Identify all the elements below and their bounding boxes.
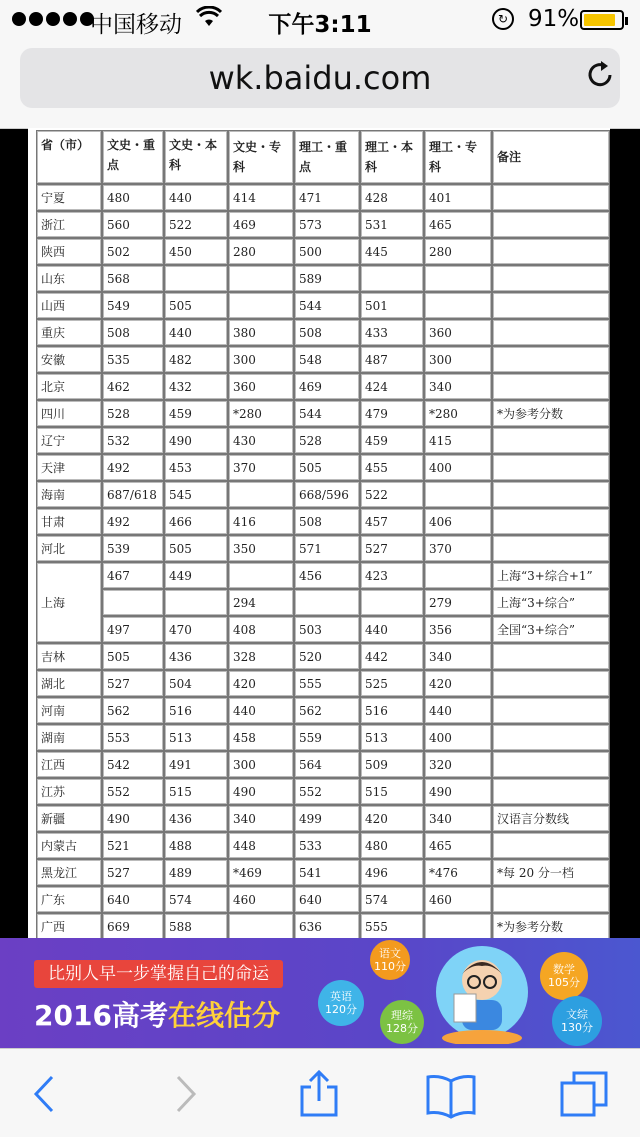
score-cell [424,292,492,319]
score-cell: 400 [424,454,492,481]
table-row [36,670,610,697]
score-cell [164,265,228,292]
note-cell [492,292,610,319]
score-cell: 433 [360,319,424,346]
score-cell: 533 [294,832,360,859]
score-cell: 300 [228,346,294,373]
province-cell: 江苏 [36,778,102,805]
score-cell: 503 [294,616,360,643]
note-cell: *为参考分数 [492,913,610,938]
battery-percent: 91% [528,6,580,32]
note-cell [492,265,610,292]
score-cell: 668/596 [294,481,360,508]
score-cell: 500 [294,238,360,265]
back-chevron-icon[interactable] [20,1069,70,1119]
score-cell: 528 [294,427,360,454]
score-cell: 513 [164,724,228,751]
score-cell: 420 [228,670,294,697]
score-cell: 455 [360,454,424,481]
score-cell: 687/618 [102,481,164,508]
score-cell: 522 [164,211,228,238]
score-cell: 527 [102,859,164,886]
table-row [36,724,610,751]
score-cell: 356 [424,616,492,643]
table-row [36,184,610,211]
score-cell: 508 [102,319,164,346]
score-cell: 469 [228,211,294,238]
province-cell: 山东 [36,265,102,292]
score-cell: 505 [164,292,228,319]
score-cell: 527 [360,535,424,562]
score-table [36,130,610,938]
table-row [36,535,610,562]
score-cell: 456 [294,562,360,589]
banner-headline-b: 在线估分 [167,999,280,1032]
bubble-subject: 英语 [330,990,352,1003]
score-cell: 555 [294,670,360,697]
score-cell: 573 [294,211,360,238]
table-row [36,373,610,400]
score-cell: 440 [228,697,294,724]
table-row [36,697,610,724]
province-cell: 浙江 [36,211,102,238]
table-row [36,805,610,832]
score-cell: 432 [164,373,228,400]
forward-chevron-icon[interactable] [160,1069,210,1119]
header-arts-vocational: 文史・专科 [228,130,294,184]
score-cell: 509 [360,751,424,778]
score-cell: 508 [294,508,360,535]
score-cell [228,265,294,292]
bubble-subject: 语文 [379,947,401,960]
score-cell: 516 [164,697,228,724]
table-row [36,319,610,346]
score-cell: 515 [360,778,424,805]
province-cell: 江西 [36,751,102,778]
score-cell: 436 [164,805,228,832]
score-cell [424,481,492,508]
note-cell: 上海“3+综合” [492,589,610,616]
table-row [36,508,610,535]
table-row [36,481,610,508]
status-bar [0,0,640,40]
score-cell [424,562,492,589]
note-cell [492,373,610,400]
table-row [36,562,610,589]
score-cell: 423 [360,562,424,589]
score-cell: 458 [228,724,294,751]
score-cell: 462 [102,373,164,400]
score-cell: 555 [360,913,424,938]
score-cell: 340 [228,805,294,832]
score-cell: 414 [228,184,294,211]
table-row [36,427,610,454]
score-cell: *280 [424,400,492,427]
score-cell: 549 [102,292,164,319]
province-cell: 重庆 [36,319,102,346]
score-cell: 499 [294,805,360,832]
province-cell: 新疆 [36,805,102,832]
score-cell: 505 [164,535,228,562]
score-cell: 380 [228,319,294,346]
province-cell: 湖南 [36,724,102,751]
score-cell: 562 [294,697,360,724]
score-cell: 542 [102,751,164,778]
bubble-score: 130分 [561,1021,593,1034]
score-cell: 460 [228,886,294,913]
score-cell: 488 [164,832,228,859]
score-cell: 442 [360,643,424,670]
score-cell: 370 [228,454,294,481]
note-cell [492,778,610,805]
score-cell: 449 [164,562,228,589]
score-cell: 280 [228,238,294,265]
table-row [36,265,610,292]
score-cell: 480 [360,832,424,859]
header-arts-key: 文史・重点 [102,130,164,184]
province-cell: 海南 [36,481,102,508]
score-cell: 552 [294,778,360,805]
bubble-score: 110分 [374,960,406,973]
browser-address-area [0,40,640,129]
score-cell: 505 [294,454,360,481]
score-cell: 416 [228,508,294,535]
table-row [36,832,610,859]
score-cell: 545 [164,481,228,508]
score-cell: 370 [424,535,492,562]
score-cell: 568 [102,265,164,292]
note-cell [492,427,610,454]
score-cell: 487 [360,346,424,373]
header-province: 省（市） [36,130,102,184]
score-cell: 559 [294,724,360,751]
score-cell: *476 [424,859,492,886]
score-cell: 420 [424,670,492,697]
header-science-undergrad: 理工・本科 [360,130,424,184]
score-cell: 502 [102,238,164,265]
note-cell [492,481,610,508]
province-cell: 黑龙江 [36,859,102,886]
score-cell: 340 [424,373,492,400]
score-cell: 640 [294,886,360,913]
score-cell: 280 [424,238,492,265]
score-cell: 469 [294,373,360,400]
note-cell [492,508,610,535]
score-cell: 490 [102,805,164,832]
table-row [36,211,610,238]
battery-icon [580,10,624,30]
score-cell: 492 [102,508,164,535]
score-cell [228,562,294,589]
mascot-illustration [432,942,532,1044]
bookmarks-icon[interactable] [426,1069,476,1119]
table-row [36,886,610,913]
score-cell: 525 [360,670,424,697]
score-cell: 490 [228,778,294,805]
score-cell: 492 [102,454,164,481]
share-icon[interactable] [294,1069,344,1119]
score-cell: 440 [360,616,424,643]
score-cell: 562 [102,697,164,724]
score-cell: 440 [424,697,492,724]
score-cell: 459 [360,427,424,454]
score-cell: 453 [164,454,228,481]
score-cell: 466 [164,508,228,535]
banner-tagline: 比别人早一步掌握自己的命运 [34,960,283,988]
province-cell: 广东 [36,886,102,913]
score-cell [102,589,164,616]
header-science-vocational: 理工・专科 [424,130,492,184]
table-body [36,184,610,938]
table-row [36,238,610,265]
province-cell: 内蒙古 [36,832,102,859]
score-cell: 505 [102,643,164,670]
table-row [36,913,610,938]
score-cell: 420 [360,805,424,832]
note-cell [492,751,610,778]
table-row [36,643,610,670]
province-cell: 天津 [36,454,102,481]
score-cell: 457 [360,508,424,535]
score-cell: 350 [228,535,294,562]
score-cell: 491 [164,751,228,778]
subject-score-bubble [552,996,602,1046]
score-cell: 489 [164,859,228,886]
table-row [36,454,610,481]
score-cell: 553 [102,724,164,751]
score-cell: 430 [228,427,294,454]
province-cell: 安徽 [36,346,102,373]
province-cell: 河南 [36,697,102,724]
score-cell: 490 [164,427,228,454]
banner-headline-a: 高考 [111,999,168,1032]
score-cell: 467 [102,562,164,589]
carrier-name: 中国移动 [90,12,182,38]
reload-icon[interactable] [580,58,620,98]
score-cell: 640 [102,886,164,913]
score-cell: 460 [424,886,492,913]
note-cell [492,454,610,481]
table-row [36,346,610,373]
score-cell: 520 [294,643,360,670]
score-cell [228,913,294,938]
table-header-row [36,130,610,184]
score-cell: 360 [228,373,294,400]
table-row [36,292,610,319]
score-cell: 541 [294,859,360,886]
score-cell: 528 [102,400,164,427]
score-cell: 527 [102,670,164,697]
score-cell: 531 [360,211,424,238]
score-cell: 532 [102,427,164,454]
note-cell: 上海“3+综合+1” [492,562,610,589]
subject-score-bubble [318,980,364,1026]
table-row [36,400,610,427]
score-cell: 497 [102,616,164,643]
score-cell: 415 [424,427,492,454]
score-cell: 450 [164,238,228,265]
note-cell [492,319,610,346]
score-cell: 465 [424,211,492,238]
score-cell: 521 [102,832,164,859]
score-cell [360,265,424,292]
score-cell: 408 [228,616,294,643]
score-cell [228,292,294,319]
score-cell: 516 [360,697,424,724]
province-cell: 陕西 [36,238,102,265]
table-row [36,589,610,616]
table-row [36,778,610,805]
document-page [28,128,610,938]
score-cell [228,481,294,508]
province-cell: 四川 [36,400,102,427]
score-cell: 470 [164,616,228,643]
note-cell: *为参考分数 [492,400,610,427]
score-cell: 428 [360,184,424,211]
tabs-icon[interactable] [560,1069,610,1119]
note-cell [492,346,610,373]
score-cell: 294 [228,589,294,616]
note-cell: 汉语言分数线 [492,805,610,832]
note-cell [492,643,610,670]
score-cell: 539 [102,535,164,562]
score-cell: 471 [294,184,360,211]
score-cell: 328 [228,643,294,670]
bubble-score: 105分 [548,976,580,989]
province-cell: 上海 [36,562,102,643]
bubble-subject: 数学 [553,963,575,976]
score-cell: 515 [164,778,228,805]
score-cell: 501 [360,292,424,319]
province-cell: 宁夏 [36,184,102,211]
score-cell: 360 [424,319,492,346]
score-cell: 436 [164,643,228,670]
banner-year: 2016 [34,999,112,1032]
province-cell: 北京 [36,373,102,400]
note-cell [492,670,610,697]
note-cell [492,535,610,562]
score-cell [164,589,228,616]
score-cell: 465 [424,832,492,859]
header-notes: 备注 [492,130,610,184]
subject-score-bubble [380,1000,424,1044]
score-cell: 636 [294,913,360,938]
score-cell: 560 [102,211,164,238]
note-cell [492,211,610,238]
score-cell: 508 [294,319,360,346]
subject-score-bubble [540,952,588,1000]
bubble-subject: 文综 [566,1008,588,1021]
table-row [36,616,610,643]
score-cell: 440 [164,319,228,346]
score-cell: 522 [360,481,424,508]
note-cell [492,184,610,211]
note-cell: 全国“3+综合” [492,616,610,643]
score-cell: 340 [424,643,492,670]
score-cell: 548 [294,346,360,373]
score-cell: 574 [360,886,424,913]
province-cell: 湖北 [36,670,102,697]
score-cell: 445 [360,238,424,265]
score-cell: 459 [164,400,228,427]
score-cell: 588 [164,913,228,938]
score-cell: 513 [360,724,424,751]
province-cell: 甘肃 [36,508,102,535]
score-cell: 279 [424,589,492,616]
header-science-key: 理工・重点 [294,130,360,184]
province-cell: 辽宁 [36,427,102,454]
score-cell: 564 [294,751,360,778]
score-cell: 480 [102,184,164,211]
score-cell: 496 [360,859,424,886]
score-cell: *469 [228,859,294,886]
score-cell: 552 [102,778,164,805]
score-cell: 535 [102,346,164,373]
score-cell: 574 [164,886,228,913]
score-cell [294,589,360,616]
note-cell: *每 20 分一档 [492,859,610,886]
note-cell [492,238,610,265]
clock: 下午3:11 [268,12,372,38]
bubble-score: 120分 [325,1003,357,1016]
score-cell: 669 [102,913,164,938]
province-cell: 吉林 [36,643,102,670]
score-cell: 571 [294,535,360,562]
score-cell: 479 [360,400,424,427]
score-cell [424,265,492,292]
score-cell: 544 [294,292,360,319]
province-cell: 山西 [36,292,102,319]
score-cell: 440 [164,184,228,211]
banner-headline [34,994,280,1034]
score-cell: 424 [360,373,424,400]
note-cell [492,832,610,859]
orientation-lock-icon: ↻ [492,8,514,30]
subject-score-bubble [370,940,410,980]
score-cell: 300 [424,346,492,373]
note-cell [492,724,610,751]
bubble-score: 128分 [386,1022,418,1035]
province-cell: 河北 [36,535,102,562]
score-cell: 320 [424,751,492,778]
score-cell: *280 [228,400,294,427]
url-field[interactable]: wk.baidu.com [20,48,620,108]
score-cell: 401 [424,184,492,211]
score-cell: 482 [164,346,228,373]
note-cell [492,886,610,913]
score-cell: 504 [164,670,228,697]
table-row [36,859,610,886]
note-cell [492,697,610,724]
score-cell: 406 [424,508,492,535]
score-cell: 544 [294,400,360,427]
score-cell: 300 [228,751,294,778]
gaokao-ad-banner[interactable] [0,938,640,1048]
score-cell: 400 [424,724,492,751]
score-cell [360,589,424,616]
score-cell: 490 [424,778,492,805]
score-cell: 340 [424,805,492,832]
header-arts-undergrad: 文史・本科 [164,130,228,184]
province-cell: 广西 [36,913,102,938]
score-cell: 448 [228,832,294,859]
bubble-subject: 理综 [391,1009,413,1022]
score-cell: 589 [294,265,360,292]
browser-toolbar [0,1048,640,1137]
score-cell [424,913,492,938]
table-row [36,751,610,778]
